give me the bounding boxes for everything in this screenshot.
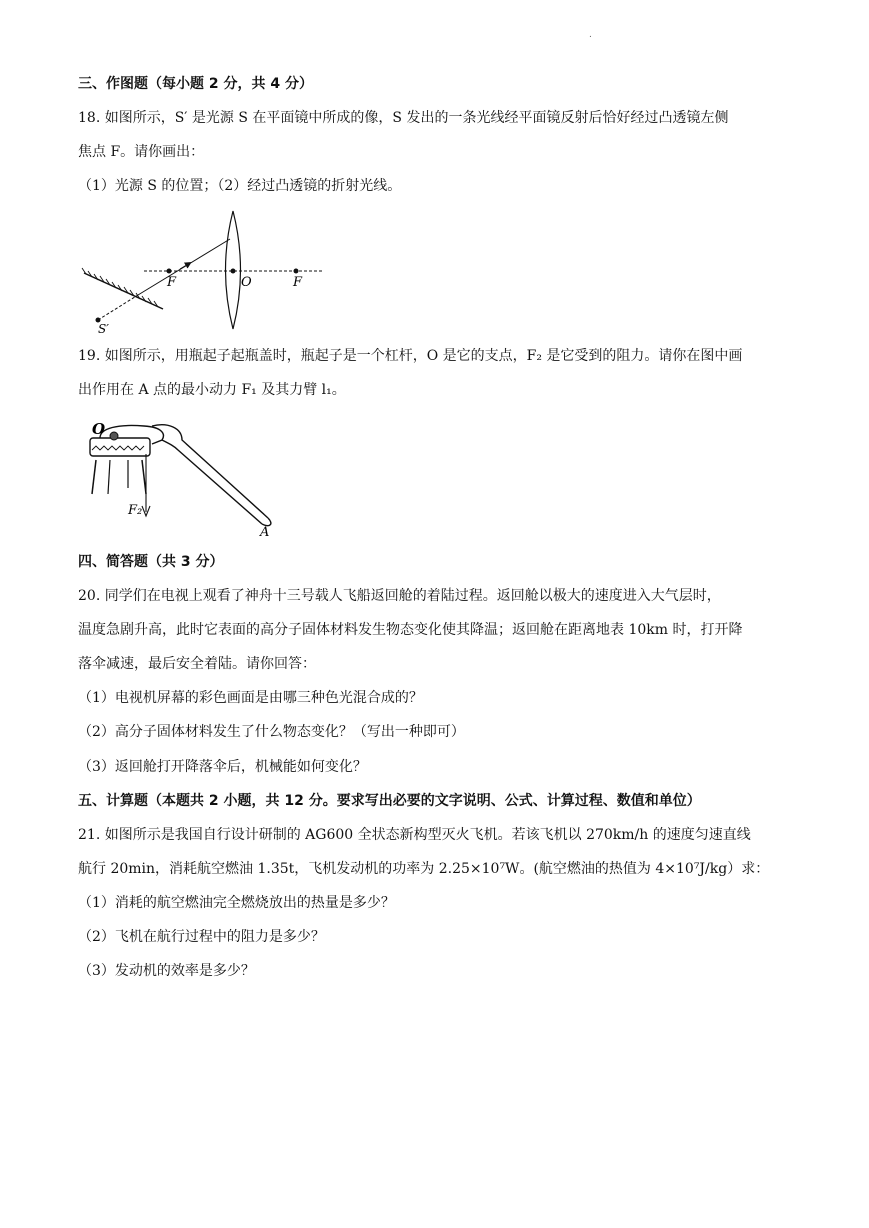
q18-line3: （1）光源 S 的位置；（2）经过凸透镜的折射光线。: [78, 178, 402, 194]
q18-line1: 18. 如图所示，S′ 是光源 S 在平面镜中所成的像，S 发出的一条光线经平面镜反射后恰好经过凸透镜左侧: [78, 110, 729, 126]
opener-handle-bottom: [162, 440, 262, 524]
q19-figure: [78, 414, 288, 539]
label-o: O: [92, 420, 106, 438]
fulcrum-point: [110, 432, 118, 440]
q20-sub1: （1）电视机屏幕的彩色画面是由哪三种色光混合成的？: [78, 690, 423, 706]
q20-sub3: （3）返回舱打开降落伞后，机械能如何变化？: [78, 759, 367, 775]
virtual-ray: [98, 295, 138, 320]
q21-line1: 21. 如图所示是我国自行设计研制的 AG600 全状态新构型灭火飞机。若该飞机以 270km/h 的速度匀速直线: [78, 827, 751, 843]
section3-heading: 三、作图题（每小题 2 分，共 4 分）: [78, 76, 313, 92]
plane-mirror: [82, 268, 163, 309]
bottle-cap: [90, 438, 150, 456]
header-dot: .: [589, 30, 592, 40]
q19-line2: 出作用在 A 点的最小动力 F₁ 及其力臂 l₁。: [78, 382, 346, 398]
label-s-prime: S′: [98, 322, 109, 335]
section5-heading: 五、计算题（本题共 2 小题，共 12 分。要求写出必要的文字说明、公式、计算过程、数值和单位）: [78, 793, 701, 809]
bottle-neck-left: [92, 460, 96, 494]
label-f-right: F: [293, 275, 303, 290]
q19-line1: 19. 如图所示，用瓶起子起瓶盖时，瓶起子是一个杠杆，O 是它的支点，F₂ 是它受到的阻力。请你在图中画: [78, 348, 743, 364]
q21-sub2: （2）飞机在航行过程中的阻力是多少？: [78, 929, 325, 945]
q20-sub2: （2）高分子固体材料发生了什么物态变化？（写出一种即可）: [78, 724, 465, 740]
q18-figure: [78, 205, 328, 335]
ray-arrow-icon: [180, 263, 190, 269]
optical-center-point: [231, 269, 236, 274]
opener-handle-top: [152, 425, 268, 518]
label-o: O: [241, 275, 252, 290]
q21-line2: 航行 20min，消耗航空燃油 1.35t，飞机发动机的功率为 2.25×10⁷W。(航空燃油的热值为 4×10⁷J/kg）求：: [78, 861, 770, 877]
q21-sub1: （1）消耗的航空燃油完全燃烧放出的热量是多少？: [78, 895, 395, 911]
q18-line2: 焦点 F。请你画出：: [78, 144, 205, 160]
q21-sub3: （3）发动机的效率是多少？: [78, 963, 255, 979]
q20-line1: 20. 同学们在电视上观看了神舟十三号载人飞船返回舱的着陆过程。返回舱以极大的速度进入大气层时，: [78, 588, 721, 604]
focus-right-point: [294, 269, 299, 274]
section4-heading: 四、简答题（共 3 分）: [78, 554, 224, 570]
label-a: A: [260, 525, 270, 539]
bottle-neck-right: [142, 460, 146, 494]
label-f-left: F: [167, 275, 177, 290]
q20-line3: 落伞减速，最后安全着陆。请你回答：: [78, 656, 316, 672]
label-f2: F₂: [128, 503, 143, 518]
q20-line2: 温度急剧升高，此时它表面的高分子固体材料发生物态变化使其降温；返回舱在距离地表 10km 时，打开降: [78, 622, 743, 638]
focus-left-point: [167, 269, 172, 274]
